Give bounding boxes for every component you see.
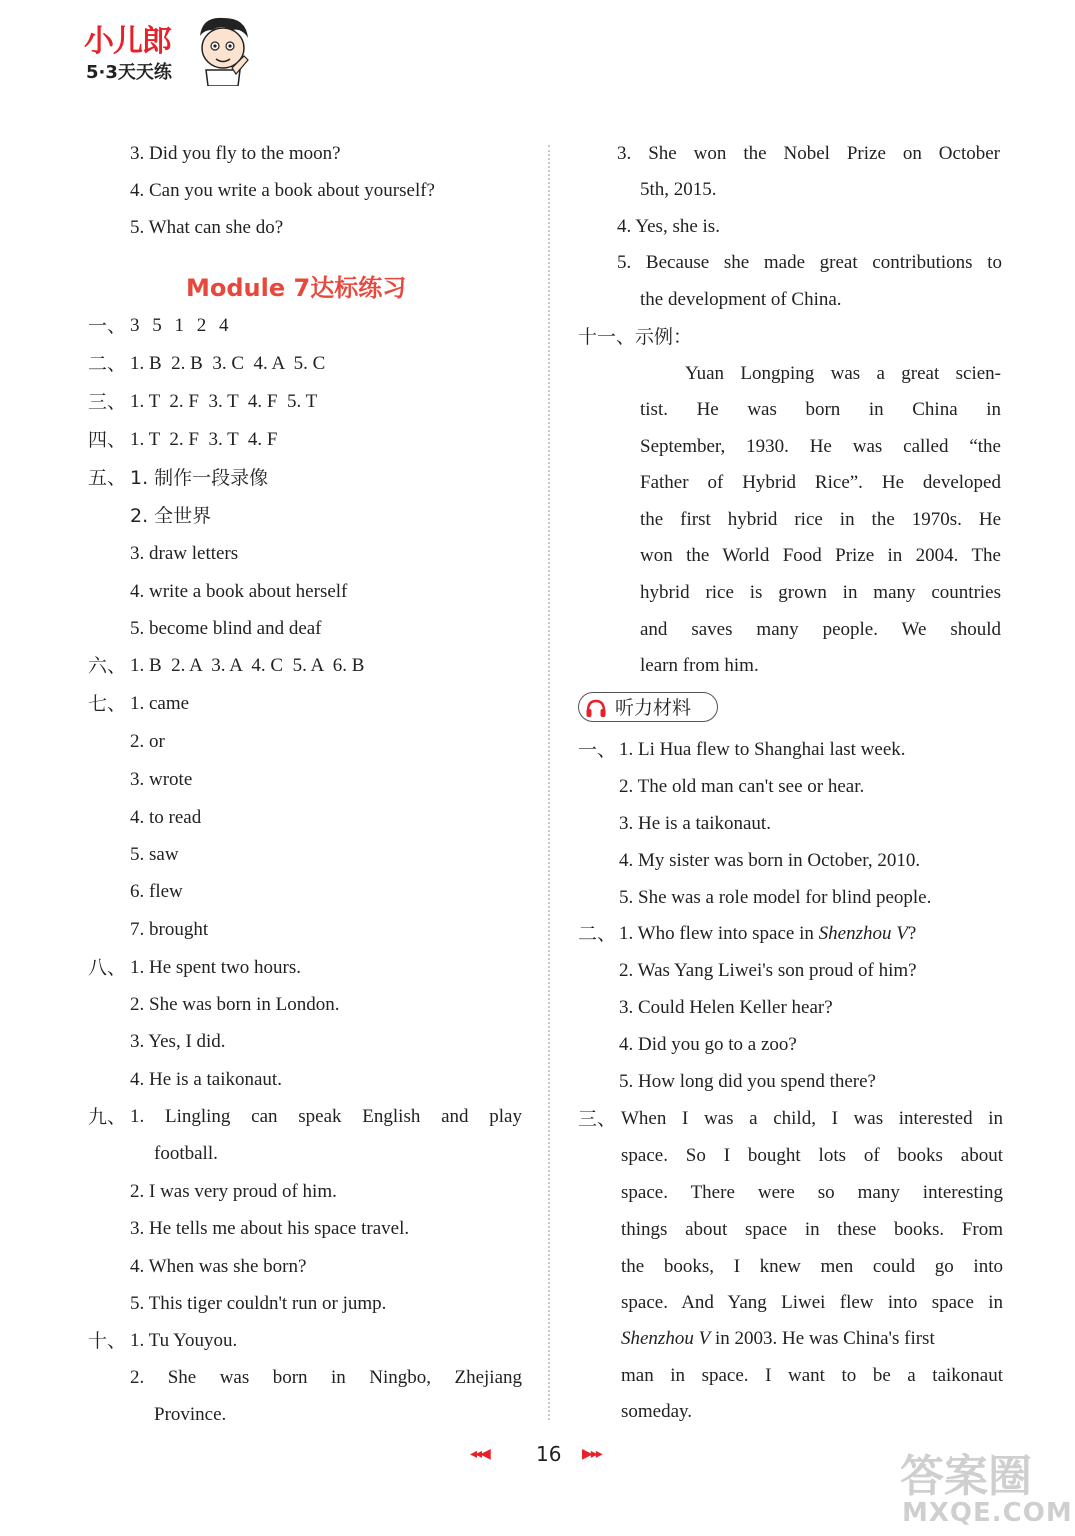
answer-line: the development of China.: [640, 289, 842, 310]
answer-line: 4. write a book about herself: [130, 581, 348, 602]
headphones-icon: [585, 698, 607, 718]
listening-italic: Shenzhou V: [818, 923, 908, 944]
section-label: 三、: [578, 1108, 617, 1130]
answer-line: 5. saw: [130, 844, 179, 865]
left-arrows-icon: ◂◂◀: [470, 1446, 489, 1462]
listening-text: 1. Who flew into space in: [619, 923, 819, 944]
module-title: Module 7达标练习: [186, 274, 407, 302]
listening-line: 2. The old man can't see or hear.: [619, 776, 865, 797]
page-number: 16: [536, 1442, 562, 1466]
section-label: 四、: [88, 429, 127, 451]
listening-line: space. So I bought lots of books about: [621, 1145, 1003, 1166]
section-label: 五、: [88, 467, 127, 489]
listening-line: 3. Could Helen Keller hear?: [619, 997, 833, 1018]
listening-line: [621, 1327, 935, 1351]
watermark-url: MXQE.COM: [902, 1498, 1073, 1528]
brand-series: 5·3天天练: [86, 62, 172, 83]
listening-line: 1. Li Hua flew to Shanghai last week.: [619, 739, 906, 760]
listening-line: 3. He is a taikonaut.: [619, 813, 771, 834]
listening-line: space. And Yang Liwei flew into space in: [621, 1292, 1003, 1313]
answer-line: 1. He spent two hours.: [130, 957, 301, 978]
section-label: 二、: [88, 353, 127, 375]
answer-line: 5th, 2015.: [640, 179, 717, 200]
section-label: 九、: [88, 1106, 127, 1128]
answer-line: 3. wrote: [130, 769, 193, 790]
answer-line: 1. Lingling can speak English and play: [130, 1106, 522, 1127]
answer-line: 3. He tells me about his space travel.: [130, 1218, 410, 1239]
essay-line: hybrid rice is grown in many countries: [640, 582, 1001, 603]
answer-line: 2. She was born in Ningbo, Zhejiang: [130, 1367, 522, 1388]
section-label: 二、: [578, 923, 617, 945]
answer-line: Province.: [154, 1404, 227, 1425]
answer-line: 4. Yes, she is.: [617, 216, 720, 237]
answer-line: 1. B 2. A 3. A 4. C 5. A 6. B: [130, 655, 365, 676]
answer-line: 7. brought: [130, 919, 209, 940]
listening-material-badge: [578, 692, 718, 722]
essay-line: September, 1930. He was called “the: [640, 436, 1001, 457]
listening-line: 4. My sister was born in October, 2010.: [619, 850, 921, 871]
answer-line: 3. Yes, I did.: [130, 1031, 226, 1052]
essay-line: Father of Hybrid Rice”. He developed: [640, 472, 1001, 493]
listening-line: 2. Was Yang Liwei's son proud of him?: [619, 960, 917, 981]
listening-line: [619, 922, 916, 946]
answer-line: 5. Because she made great contributions to: [617, 252, 1002, 273]
essay-line: learn from him.: [640, 655, 759, 676]
answer-line: 1. Tu Youyou.: [130, 1330, 238, 1351]
listening-material-label: 听力材料: [615, 697, 692, 719]
listening-line: things about space in these books. From: [621, 1219, 1003, 1240]
section-label: 一、: [88, 315, 127, 337]
section-label: 八、: [88, 957, 127, 979]
answer-line: 1. came: [130, 693, 190, 714]
essay-line: tist. He was born in China in: [640, 399, 1001, 420]
watermark: [880, 1440, 1073, 1532]
answer-line: 3 5 1 2 4: [130, 315, 229, 336]
essay-line: the first hybrid rice in the 1970s. He: [640, 509, 1001, 530]
answer-line: 2. or: [130, 731, 165, 752]
answer-line: 2. 全世界: [130, 505, 212, 527]
section-label: 三、: [88, 391, 127, 413]
answer-line: 4. When was she born?: [130, 1256, 307, 1277]
listening-line: someday.: [621, 1401, 693, 1422]
answer-line: 5. What can she do?: [130, 217, 284, 238]
answer-line: 3. draw letters: [130, 543, 239, 564]
answer-line: 4. He is a taikonaut.: [130, 1069, 282, 1090]
answer-line: 5. This tiger couldn't run or jump.: [130, 1293, 387, 1314]
listening-italic: Shenzhou V: [621, 1328, 711, 1349]
answer-line: 4. Can you write a book about yourself?: [130, 180, 435, 201]
listening-line: 5. She was a role model for blind people.: [619, 887, 932, 908]
answer-line: 3. Did you fly to the moon?: [130, 143, 341, 164]
listening-text: ?: [907, 923, 917, 944]
section-label: 六、: [88, 655, 127, 677]
answer-line: 1. T 2. F 3. T 4. F: [130, 429, 278, 450]
answer-line: 2. She was born in London.: [130, 994, 340, 1015]
essay-line: and saves many people. We should: [640, 619, 1001, 640]
listening-line: man in space. I want to be a taikonaut: [621, 1365, 1003, 1386]
answer-line: 2. I was very proud of him.: [130, 1181, 337, 1202]
answer-line: 1. 制作一段录像: [130, 467, 269, 489]
listening-line: When I was a child, I was interested in: [621, 1108, 1003, 1129]
listening-line: space. There were so many interesting: [621, 1182, 1003, 1203]
listening-text: in 2003. He was China's first: [710, 1328, 935, 1349]
mascot-icon: [192, 14, 254, 86]
answer-line: 5. become blind and deaf: [130, 618, 322, 639]
section-label: 七、: [88, 693, 127, 715]
page-footer: [470, 1440, 630, 1470]
section-label: 十一、示例：: [578, 326, 693, 348]
listening-line: 5. How long did you spend there?: [619, 1071, 876, 1092]
brand-title: 小儿郎: [84, 24, 171, 59]
right-arrows-icon: ▶▸▸: [582, 1446, 601, 1462]
answer-line: 4. to read: [130, 807, 202, 828]
section-label: 十、: [88, 1330, 127, 1352]
section-label: 一、: [578, 739, 617, 761]
essay-line: Yuan Longping was a great scien-: [685, 363, 1001, 384]
watermark-text: 答案圈: [900, 1451, 1032, 1502]
answer-line: 1. B 2. B 3. C 4. A 5. C: [130, 353, 326, 374]
listening-line: 4. Did you go to a zoo?: [619, 1034, 797, 1055]
brand-logo: [80, 14, 260, 86]
answer-line: 3. She won the Nobel Prize on October: [617, 143, 1000, 164]
answer-line: football.: [154, 1143, 218, 1164]
answer-line: 1. T 2. F 3. T 4. F 5. T: [130, 391, 318, 412]
answer-line: 6. flew: [130, 881, 183, 902]
column-divider: [548, 145, 550, 1420]
listening-line: the books, I knew men could go into: [621, 1256, 1003, 1277]
essay-line: won the World Food Prize in 2004. The: [640, 545, 1001, 566]
